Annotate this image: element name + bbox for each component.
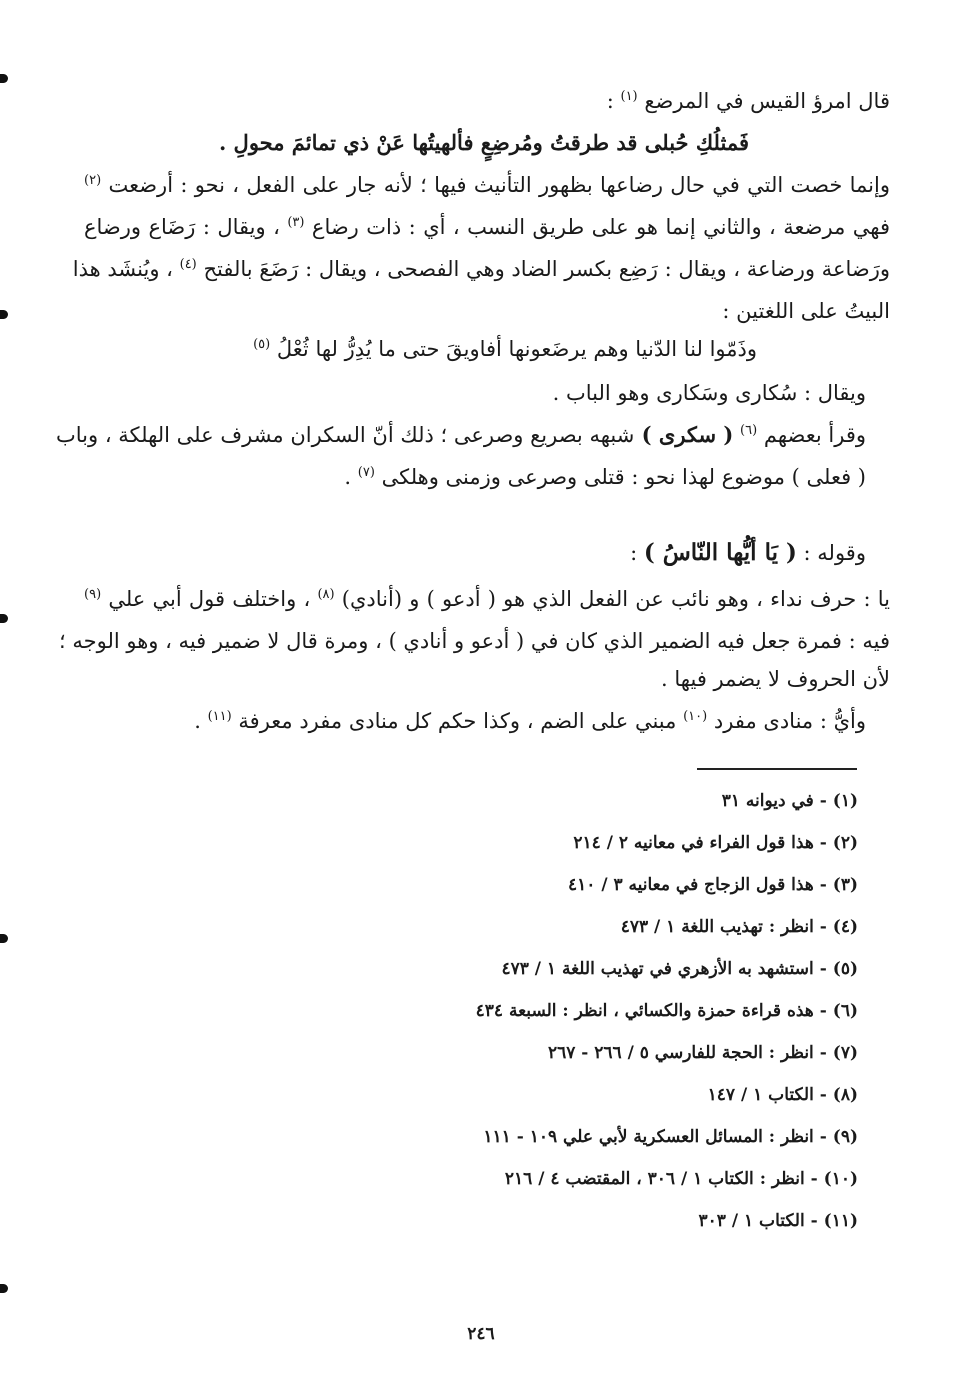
footnote-number: (٥) bbox=[832, 959, 858, 979]
footnote-text: - هذا قول الزجاج في معانيه ٣ / ٤١٠ bbox=[568, 875, 827, 895]
footnote-text: - استشهد به الأزهري في تهذيب اللغة ١ / ٤٧٣ bbox=[501, 959, 827, 979]
heading-suffix: : bbox=[630, 541, 638, 565]
footnote-ref: (١) bbox=[620, 89, 638, 104]
footnote-ref: (١١) bbox=[207, 709, 232, 724]
footnote-text: - انظر : الحجة للفارسي ٥ / ٢٦٦ - ٢٦٧ bbox=[547, 1043, 827, 1063]
footnote bbox=[483, 1124, 858, 1150]
body-line bbox=[72, 254, 890, 284]
body-line bbox=[84, 584, 890, 614]
line-text: وإنما خصت التي في حال رضاعها بظهور التأنيث فيها ؛ لأنه جار على الفعل ، نحو : أرضعت bbox=[108, 173, 890, 197]
footnote bbox=[568, 872, 858, 898]
footnote bbox=[621, 914, 858, 940]
footnote-number: (١) bbox=[832, 791, 858, 811]
footnote bbox=[573, 830, 858, 856]
footnote-number: (٤) bbox=[832, 917, 858, 937]
footnote-number: (١١) bbox=[823, 1211, 858, 1231]
binding-mark bbox=[0, 310, 8, 319]
body-line bbox=[84, 212, 890, 242]
quran-phrase: ( يَا أيُّها النّاسُ ) bbox=[643, 539, 797, 566]
footnote-ref: (٨) bbox=[317, 587, 335, 602]
footnote-text: - الكتاب ١ / ٣٠٣ bbox=[698, 1211, 818, 1231]
footnote-number: (٦) bbox=[832, 1001, 858, 1021]
footnote-separator bbox=[697, 768, 857, 770]
verse-text: فَمثلُكِ حُبلى قد طرقتُ ومُرضِعٍ فألهيتُها عَنْ ذي تمائمَ محولِ . bbox=[218, 130, 749, 155]
heading-prefix: وقوله : bbox=[796, 541, 866, 565]
line-text: فهي مرضعة ، والثاني إنما هو على طريق النسب ، أي : ذات رضاع bbox=[311, 215, 890, 239]
line-text: شبهه بصريع وصرعى ؛ ذلك أنّ السكران مشرف على الهلكة ، وباب bbox=[56, 423, 635, 447]
line-text: ويقال : سُكارى وسَكارى وهو الباب . bbox=[552, 381, 866, 405]
footnote-ref: (٥) bbox=[253, 337, 271, 352]
footnote-text: - انظر : تهذيب اللغة ١ / ٤٧٣ bbox=[620, 917, 827, 937]
footnote-ref: (١٠) bbox=[683, 709, 708, 724]
body-line bbox=[344, 462, 866, 492]
footnote-ref: (٤) bbox=[179, 257, 197, 272]
line-text: ، ويقال : رَضَاع ورضاع bbox=[84, 215, 280, 239]
footnote bbox=[476, 998, 858, 1024]
footnote-text: - هذا قول الفراء في معانيه ٢ / ٢١٤ bbox=[573, 833, 827, 853]
verse-text: وذَمّوا لنا الدّنيا وهم يرضَعونها أفاويقَ حتى ما يُدِرُّ لها ثُعْلُ bbox=[276, 337, 757, 361]
line-text: وأيُّ : منادى مفرد bbox=[713, 709, 866, 733]
line-text: ، واختلف قول أبي علي bbox=[108, 587, 311, 611]
body-line bbox=[59, 626, 890, 656]
line-text: يا : حرف نداء ، وهو نائب عن الفعل الذي هو ( أدعو ) و (أنادي) bbox=[341, 587, 890, 611]
body-line bbox=[84, 170, 890, 200]
footnote-text: - انظر : الكتاب ١ / ٣٠٦ ، المقتضب ٤ / ٢١٦ bbox=[504, 1169, 818, 1189]
line-text: لأن الحروف لا يضمر فيها . bbox=[661, 667, 890, 691]
footnote-number: (٣) bbox=[832, 875, 858, 895]
footnote-ref: (٩) bbox=[84, 587, 102, 602]
line-text: فيه : فمرة جعل فيه الضمير الذي كان في ( أدعو و أنادي ) ، ومرة قال لا ضمير فيه ، وهو الوجه ؛ bbox=[59, 629, 890, 653]
body-line bbox=[194, 706, 866, 736]
body-line bbox=[553, 378, 866, 408]
footnote-ref: (٢) bbox=[84, 173, 102, 188]
binding-mark bbox=[0, 614, 8, 623]
line-text: . bbox=[344, 465, 352, 489]
footnote bbox=[722, 788, 858, 814]
page-number: ٢٤٦ bbox=[467, 1324, 495, 1344]
body-line bbox=[607, 86, 890, 116]
footnote-text: - هذه قراءة حمزة والكسائي ، انظر : السبعة ٤٣٤ bbox=[475, 1001, 827, 1021]
footnote-number: (٧) bbox=[832, 1043, 858, 1063]
footnote bbox=[699, 1208, 858, 1234]
line-text: . bbox=[194, 709, 201, 733]
verse-line bbox=[219, 128, 749, 158]
body-line bbox=[722, 296, 890, 326]
footnote-ref: (٦) bbox=[740, 423, 758, 438]
line-text: ، ويُنشَد هذا bbox=[72, 257, 173, 281]
footnote bbox=[505, 1166, 858, 1192]
footnote-number: (١٠) bbox=[823, 1169, 858, 1189]
footnote-number: (٩) bbox=[832, 1127, 858, 1147]
footnote-ref: (٣) bbox=[287, 215, 305, 230]
footnote bbox=[708, 1082, 858, 1108]
footnote-ref: (٧) bbox=[357, 465, 375, 480]
verse-line bbox=[253, 334, 757, 364]
footnote-text: - في ديوانه ٣١ bbox=[721, 791, 827, 811]
footnote-number: (٨) bbox=[832, 1085, 858, 1105]
footnote-number: (٢) bbox=[832, 833, 858, 853]
footnote-text: - الكتاب ١ / ١٤٧ bbox=[707, 1085, 827, 1105]
footnote bbox=[548, 1040, 858, 1066]
body-line bbox=[56, 420, 866, 450]
line-text: مبني على الضم ، وكذا حكم كل منادى مفرد معرفة bbox=[238, 709, 677, 733]
line-text: ورَضاعة ورضاعة ، ويقال : رَضِع بكسر الضاد وهي الفصحى ، ويقال : رَضَعَ بالفتح bbox=[203, 257, 890, 281]
line-text: البيتُ على اللغتين : bbox=[722, 299, 890, 323]
section-heading bbox=[630, 538, 866, 568]
body-line bbox=[661, 664, 890, 694]
binding-mark bbox=[0, 74, 8, 83]
binding-mark bbox=[0, 1284, 8, 1293]
quran-word: ( سكرى ) bbox=[634, 422, 734, 447]
line-text: ( فعلى ) موضوع لهذا نحو : قتلى وصرعى وزمنى وهلكى bbox=[381, 465, 866, 489]
footnote bbox=[501, 956, 858, 982]
line-text: : bbox=[606, 89, 614, 113]
footnote-text: - انظر : المسائل العسكرية لأبي علي ١٠٩ - ١١١ bbox=[483, 1127, 827, 1147]
binding-mark bbox=[0, 934, 8, 943]
line-text: قال امرؤ القيس في المرضع bbox=[644, 89, 890, 113]
line-text: وقرأ بعضهم bbox=[763, 423, 866, 447]
